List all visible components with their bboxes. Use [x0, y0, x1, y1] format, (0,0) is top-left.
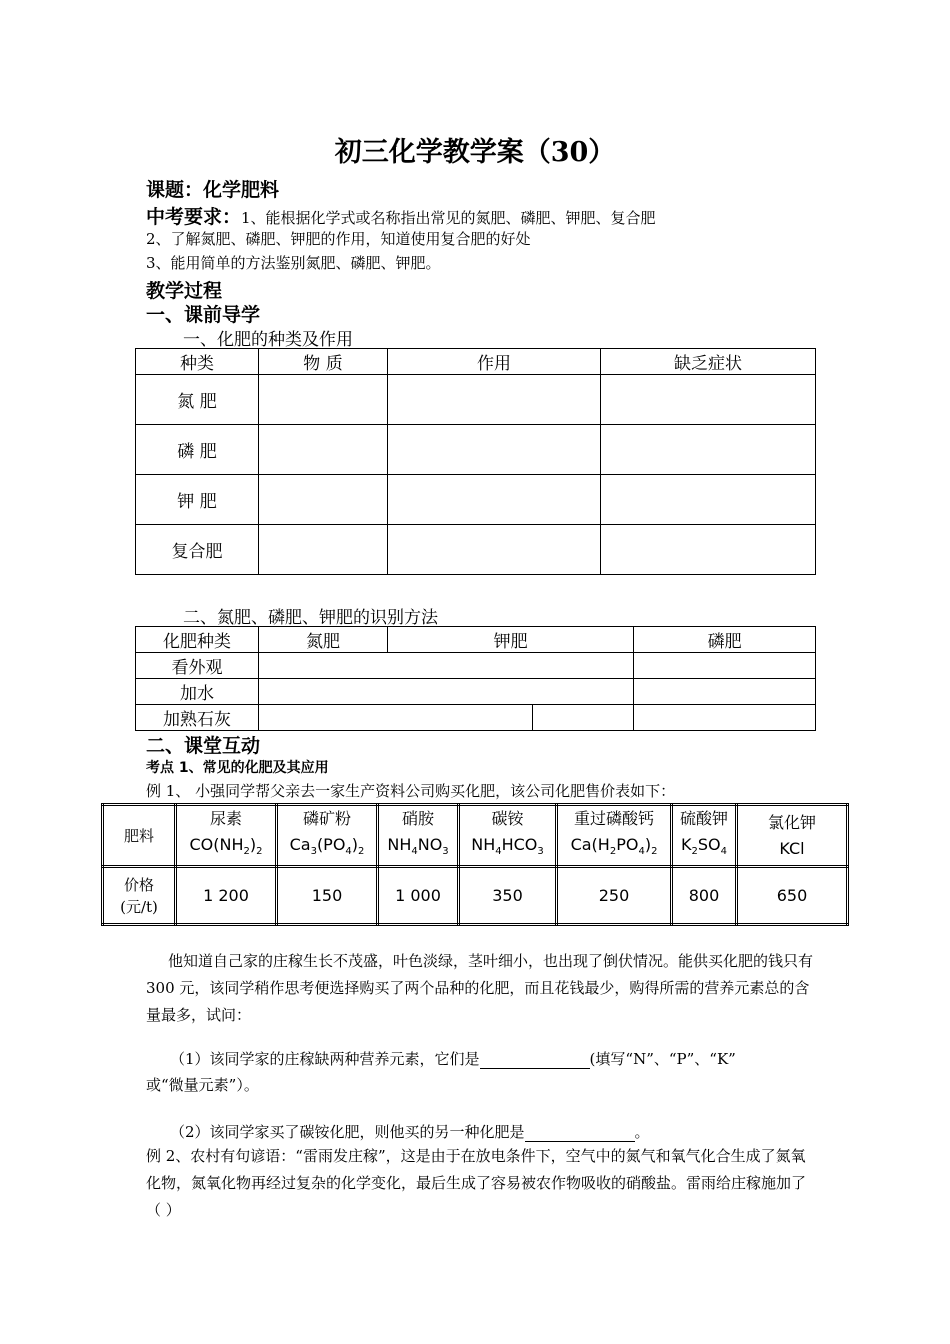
process-heading: 教学过程 — [146, 280, 223, 302]
table-header: 钾肥 — [388, 627, 634, 653]
table-cell — [601, 475, 816, 525]
table-row-label: 复合肥 — [136, 525, 259, 575]
lesson-topic: 课题：化学肥料 — [146, 179, 280, 201]
chemical-formula: KCl — [779, 838, 805, 858]
price-row-label: 肥料 — [103, 805, 176, 867]
fertilizer-cell — [557, 805, 672, 867]
table-cell — [259, 375, 388, 425]
section-heading: 一、课前导学 — [146, 304, 261, 326]
question-text: (填写“N”、“P”、“K” — [589, 1050, 736, 1068]
fertilizer-cell — [672, 805, 737, 867]
fertilizer-types-table — [135, 348, 816, 575]
price-value: 150 — [277, 867, 378, 925]
table-cell — [259, 679, 634, 705]
table-header: 氮肥 — [259, 627, 388, 653]
table-row-label: 加水 — [136, 679, 259, 705]
example-1: 例 1、 小强同学帮父亲去一家生产资料公司购买化肥，该公司化肥售价表如下： — [146, 782, 676, 800]
table-cell — [634, 705, 816, 731]
chemical-formula: $K_2SO_4$ — [681, 835, 727, 858]
table-cell — [388, 525, 601, 575]
table-cell — [601, 375, 816, 425]
table-cell — [259, 425, 388, 475]
table-header: 磷肥 — [634, 627, 816, 653]
fertilizer-cell — [176, 805, 277, 867]
price-value: 350 — [459, 867, 557, 925]
fertilizer-cell — [378, 805, 459, 867]
identification-table — [135, 626, 816, 731]
chemical-formula: $NH_4HCO_3$ — [471, 835, 544, 858]
table-header: 种类 — [136, 349, 259, 375]
question-2 — [170, 1121, 650, 1142]
price-value: 1 000 — [378, 867, 459, 925]
fertilizer-cell — [737, 805, 848, 867]
question-1-cont: 或“微量元素”）。 — [146, 1076, 259, 1094]
table-cell — [388, 425, 601, 475]
fertilizer-name: 磷矿粉 — [302, 809, 351, 828]
example-2: 例 2、农村有句谚语：“雷雨发庄稼”，这是由于在放电条件下，空气中的氮气和氧气化合生成了氮氧化物，氮氧化物再经过复杂的化学变化，最后生成了容易被农作物吸收的硝酸盐。雷雨给庄稼施加了（ ） — [146, 1147, 807, 1219]
table-cell — [601, 425, 816, 475]
table-cell — [533, 705, 634, 731]
price-unit: (元/t) — [120, 897, 158, 916]
chemical-formula: $NH_4NO_3$ — [387, 835, 449, 858]
page-title: 初三化学教学案（30） — [334, 137, 616, 168]
price-value: 800 — [672, 867, 737, 925]
answer-blank[interactable] — [525, 1123, 635, 1142]
fertilizer-name: 硫酸钾 — [679, 809, 728, 828]
table-cell — [634, 653, 816, 679]
fertilizer-name: 尿素 — [209, 809, 242, 828]
fertilizer-cell — [277, 805, 378, 867]
price-row-label — [103, 867, 176, 925]
table-row-label: 钾 肥 — [136, 475, 259, 525]
table-row-label: 加熟石灰 — [136, 705, 259, 731]
question-text: （2）该同学家买了碳铵化肥，则他买的另一种化肥是 — [170, 1123, 525, 1141]
price-value: 650 — [737, 867, 848, 925]
table-cell — [259, 525, 388, 575]
price-label: 价格 — [123, 875, 154, 894]
table-header: 化肥种类 — [136, 627, 259, 653]
price-value: 1 200 — [176, 867, 277, 925]
subsection-heading: 二、氮肥、磷肥、钾肥的识别方法 — [183, 608, 438, 628]
table-cell — [259, 653, 634, 679]
table-row-label: 看外观 — [136, 653, 259, 679]
table-row-label: 磷 肥 — [136, 425, 259, 475]
fertilizer-name: 氯化钾 — [767, 812, 816, 832]
requirements-label: 中考要求： — [146, 206, 242, 228]
price-value: 250 — [557, 867, 672, 925]
question-1 — [170, 1048, 736, 1069]
fertilizer-name: 硝胺 — [401, 809, 434, 828]
chemical-formula: $Ca_3(PO_4)_2$ — [289, 835, 365, 858]
table-header: 缺乏症状 — [601, 349, 816, 375]
table-cell — [388, 475, 601, 525]
answer-blank[interactable] — [480, 1050, 590, 1069]
price-table — [101, 803, 849, 926]
table-cell — [634, 679, 816, 705]
exam-point: 考点 1、常见的化肥及其应用 — [146, 760, 329, 776]
section-heading: 二、课堂互动 — [146, 735, 261, 757]
question-text: （1）该同学家的庄稼缺两种营养元素，它们是 — [170, 1050, 480, 1068]
table-header: 作用 — [388, 349, 601, 375]
fertilizer-name: 重过磷酸钙 — [573, 809, 654, 828]
subsection-heading: 一、化肥的种类及作用 — [183, 330, 353, 350]
fertilizer-name: 碳铵 — [491, 809, 524, 828]
requirement-item: 3、能用简单的方法鉴别氮肥、磷肥、钾肥。 — [146, 254, 441, 272]
table-cell — [601, 525, 816, 575]
table-cell — [259, 705, 533, 731]
chemical-formula: $CO(NH_2)_2$ — [189, 835, 263, 858]
requirement-item: 1、能根据化学式或名称指出常见的氮肥、磷肥、钾肥、复合肥 — [241, 209, 656, 227]
chemical-formula: $Ca(H_2PO_4)_2$ — [570, 835, 658, 858]
table-row-label: 氮 肥 — [136, 375, 259, 425]
question-text: 。 — [634, 1123, 650, 1141]
requirement-item: 2、了解氮肥、磷肥、钾肥的作用，知道使用复合肥的好处 — [146, 230, 531, 248]
table-header: 物 质 — [259, 349, 388, 375]
fertilizer-cell — [459, 805, 557, 867]
table-cell — [259, 475, 388, 525]
problem-paragraph: 他知道自己家的庄稼生长不茂盛，叶色淡绿，茎叶细小，也出现了倒伏情况。能供买化肥的钱只有 300 元，该同学稍作思考便选择购买了两个品种的化肥，而且花钱最少，购得所需的营养元素总的含量最多，试问： — [146, 952, 814, 1024]
requirements-line-1 — [146, 202, 656, 229]
table-cell — [388, 375, 601, 425]
